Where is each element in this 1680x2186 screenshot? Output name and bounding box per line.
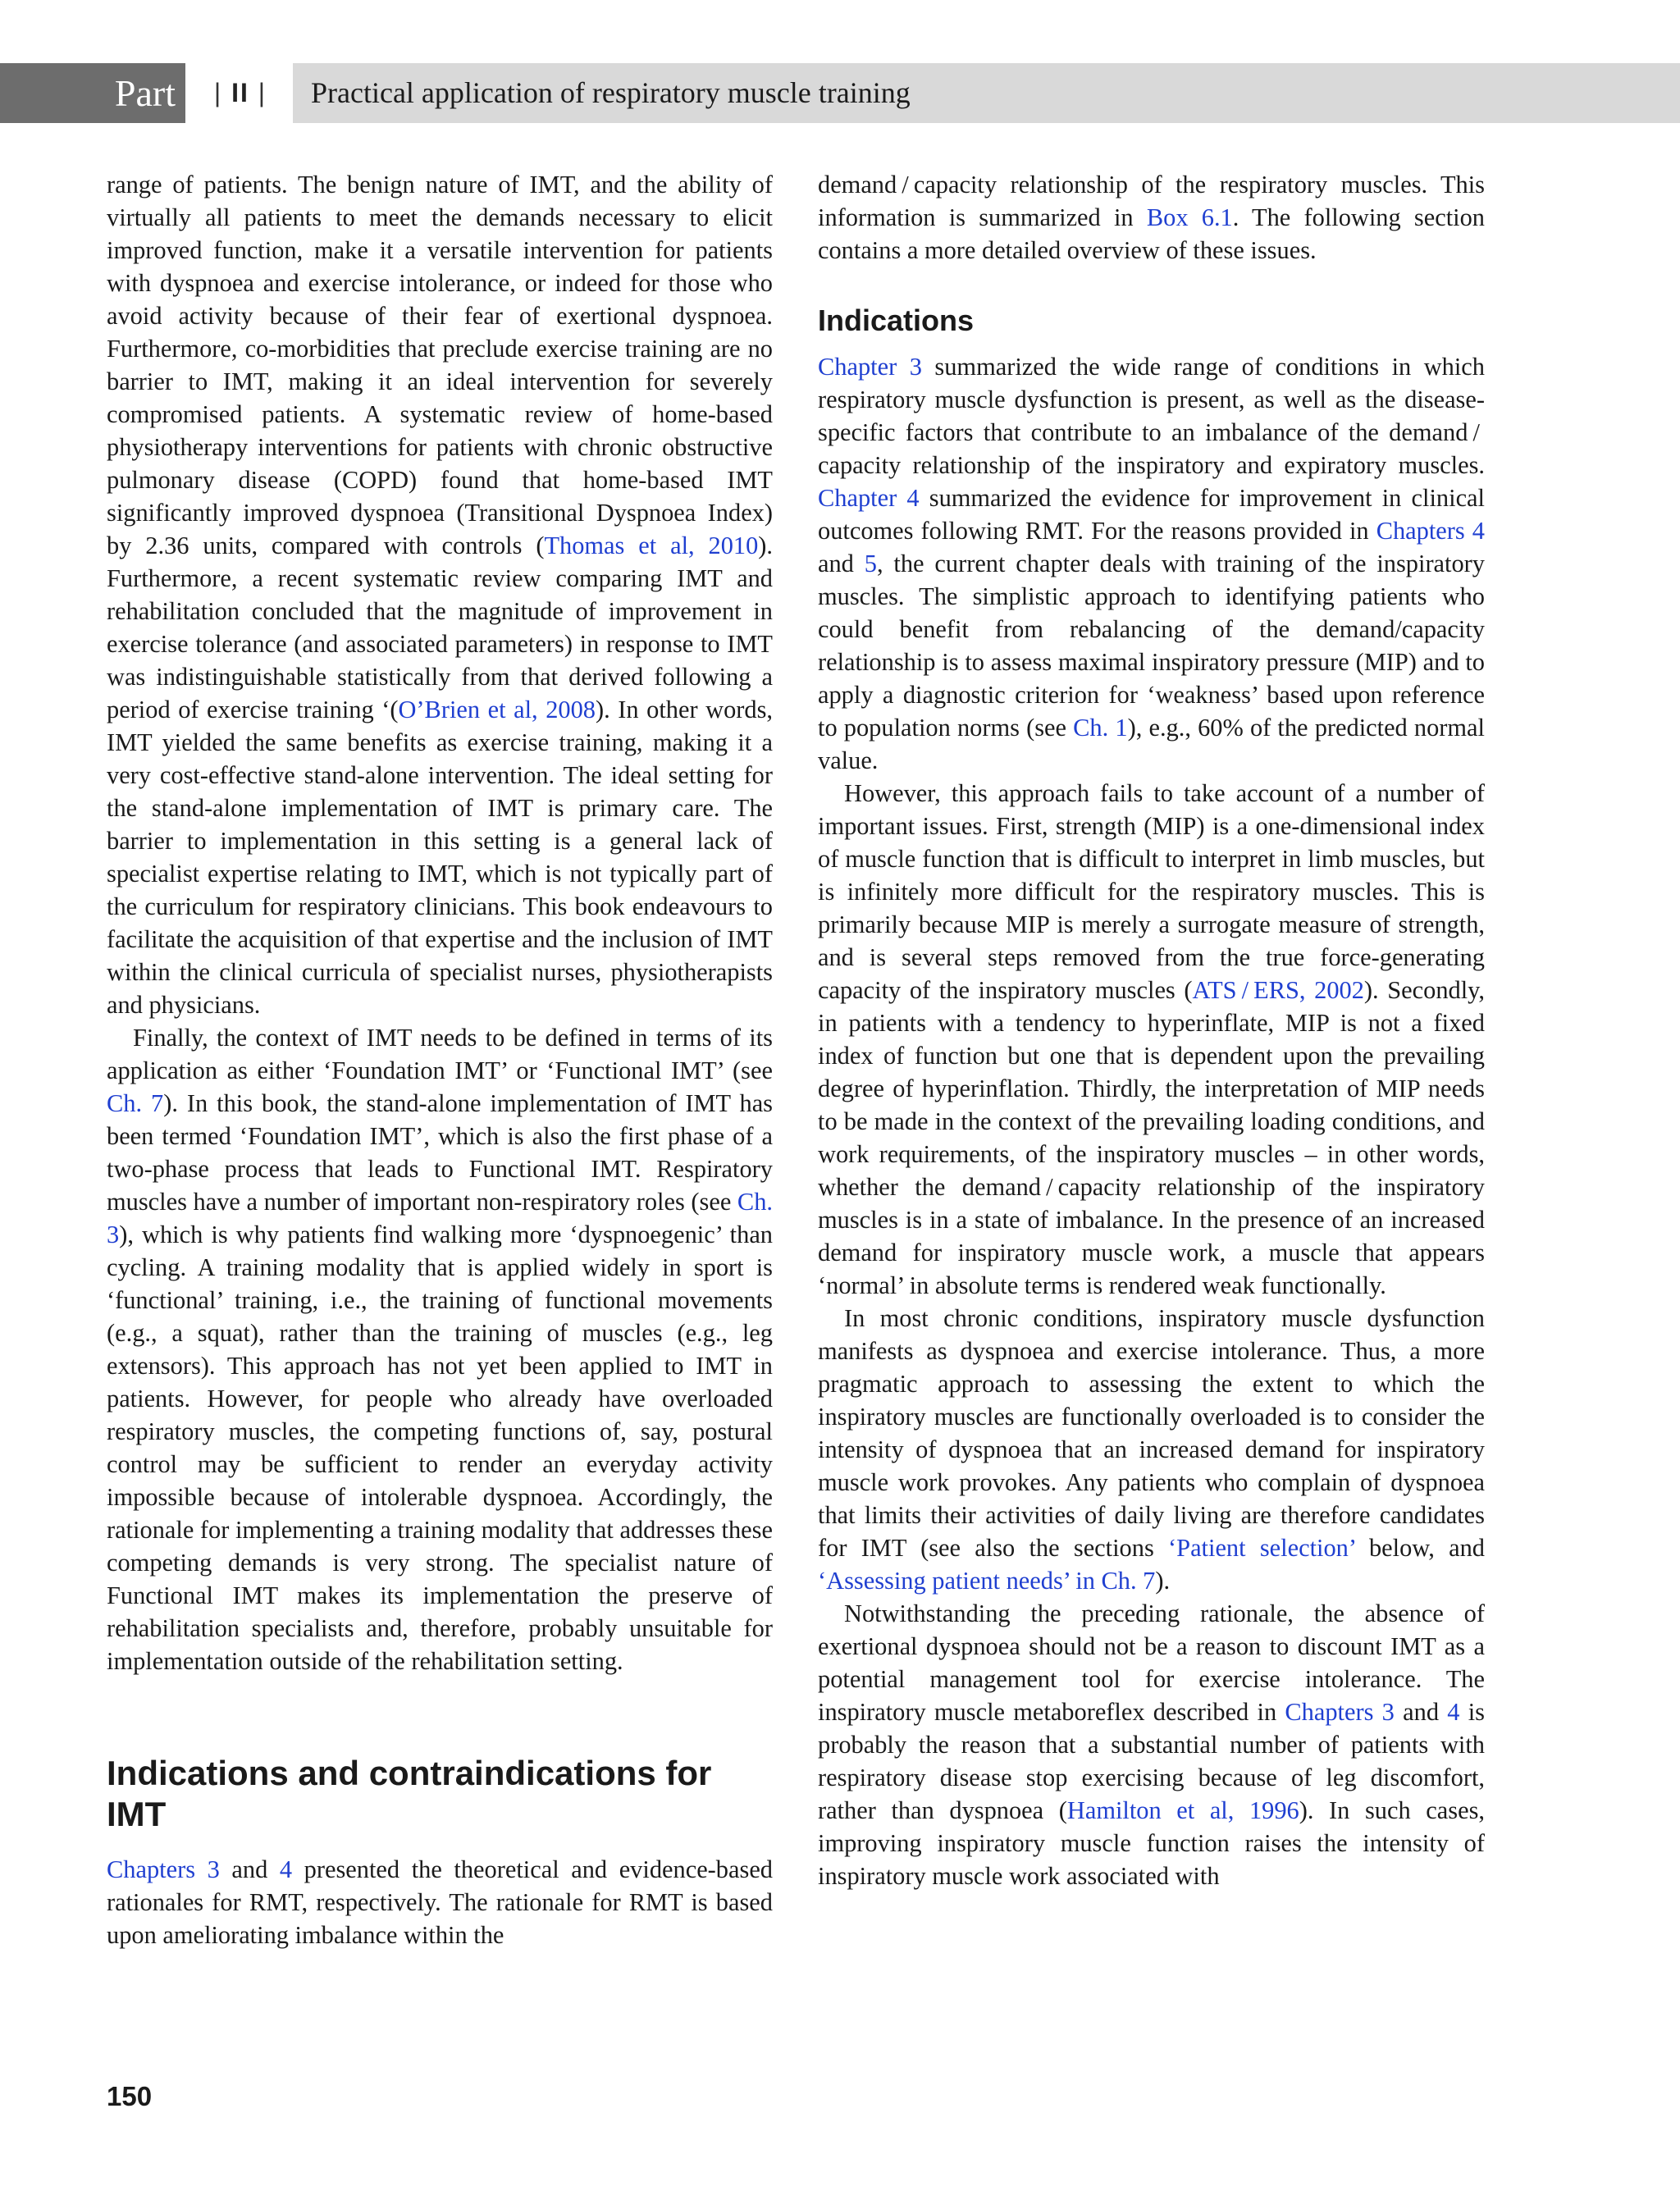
text-run: demand / capacity relationship of the respiratory muscles. This information is summarized in xyxy=(818,171,1485,231)
text-run: and xyxy=(1394,1698,1448,1726)
chapter-link[interactable]: Chapters 3 xyxy=(1285,1698,1395,1726)
paragraph xyxy=(107,1021,773,1677)
running-header xyxy=(0,63,1680,123)
text-run: ). Secondly, in patients with a tendency to hyperinflate, MIP is not a fixed index of function but one that is dependent upon the prevailing degree of hyperinflation. Thirdly, the interpretation of MIP needs to be made in the context of the prevailing loading conditions, and work requirements, of the inspiratory muscles – in other words, whether the demand / capacity relationship of the inspiratory muscles is in a state of imbalance. In the presence of an increased demand for inspiratory muscle work, a muscle that appears ‘normal’ in absolute terms is rendered weak functionally. xyxy=(818,976,1485,1299)
box-link[interactable]: Box 6.1 xyxy=(1146,203,1233,231)
citation-link[interactable]: O’Brien et al, 2008 xyxy=(398,696,596,723)
text-run: ), which is why patients find walking more ‘dyspnoegenic’ than cycling. A training modality that is applied widely in sport is ‘functional’ training, i.e., the training of functional movements (e.g., a squat), rather than the training of muscles (e.g., leg extensors). This approach has not yet been applied to IMT in patients. However, for people who already have overloaded respiratory muscles, the competing functions of, say, postural control may be sufficient to render an everyday activity impossible because of intolerable dyspnoea. Accordingly, the rationale for implementing a training modality that addresses these competing demands is very strong. The specialist nature of Functional IMT makes its implementation the preserve of rehabilitation specialists and, therefore, probably unsuitable for implementation outside of the rehabilitation setting. xyxy=(107,1221,773,1675)
chapter-link[interactable]: 5 xyxy=(864,550,877,577)
text-run: Notwithstanding the preceding rationale, the absence of exertional dyspnoea should not be a reason to discount IMT as a potential management tool for exercise intolerance. The inspiratory muscle metaboreflex described in xyxy=(818,1600,1485,1726)
left-column xyxy=(107,168,773,1951)
section-heading: Indications and contraindications for IMT xyxy=(107,1754,712,1833)
right-column xyxy=(818,168,1485,1892)
chapter-link[interactable]: Chapter 3 xyxy=(818,353,922,381)
text-run: . The following section contains a more detailed overview of these issues. xyxy=(818,203,1486,264)
section-link[interactable]: ‘Assessing patient needs’ in Ch. 7 xyxy=(818,1567,1156,1595)
part-number-text: II xyxy=(231,78,249,107)
chapter-title: Practical application of respiratory muscle training xyxy=(293,63,1680,123)
text-run: ). xyxy=(1155,1567,1171,1595)
chapter-link[interactable]: Ch. 3 xyxy=(107,1188,773,1248)
page-number: 150 xyxy=(107,2081,153,2111)
paragraph xyxy=(107,168,773,1021)
chapter-link[interactable]: 4 xyxy=(1447,1698,1460,1726)
text-run: ). Furthermore, a recent systematic review comparing IMT and rehabilitation concluded that the magnitude of improvement in exercise tolerance (and associated parameters) in response to IMT was indistinguishable statistically from that derived following a period of exercise training ‘( xyxy=(107,532,773,723)
chapter-link[interactable]: Ch. 1 xyxy=(1073,714,1128,742)
text-run: is probably the reason that a substantial number of patients with respiratory disease stop exercising because of leg discomfort, rather than dyspnoea ( xyxy=(818,1698,1486,1824)
paragraph xyxy=(818,350,1485,777)
citation-link[interactable]: Thomas et al, 2010 xyxy=(544,532,759,559)
text-run: Finally, the context of IMT needs to be defined in terms of its application as either ‘Foundation IMT’ or ‘Functional IMT’ (see xyxy=(107,1024,773,1084)
text-run: However, this approach fails to take account of a number of important issues. First, strength (MIP) is a one-dimensional index of muscle function that is difficult to interpret in limb muscles, but is infinitely more difficult for the respiratory muscles. This is primarily because MIP is merely a surrogate measure of strength, and is several steps removed from the true force-generating capacity of the inspiratory muscles ( xyxy=(818,779,1485,1004)
text-run: and xyxy=(818,550,865,577)
text-run: presented the theoretical and evidence-based rationales for RMT, respectively. The rationale for RMT is based upon ameliorating imbalance within the xyxy=(107,1855,773,1949)
text-run: , the current chapter deals with training of the inspiratory muscles. The simplistic approach to identifying patients who could benefit from rebalancing of the demand/capacity relationship is to assess maximal inspiratory pressure (MIP) and to apply a diagnostic criterion for ‘weakness’ based upon reference to population norms (see xyxy=(818,550,1486,742)
subsection-heading: Indications xyxy=(818,303,975,337)
text-run: ), e.g., 60% of the predicted normal value. xyxy=(818,714,1485,774)
paragraph xyxy=(818,1302,1485,1597)
text-run: ). In this book, the stand-alone implementation of IMT has been termed ‘Foundation IMT’, which is also the first phase of a two-phase process that leads to Functional IMT. Respiratory muscles have a number of important non-respiratory roles (see xyxy=(107,1089,774,1216)
part-number: | II | xyxy=(213,78,267,107)
paragraph xyxy=(818,168,1485,267)
chapter-link[interactable]: Ch. 7 xyxy=(107,1089,164,1117)
chapter-link[interactable]: Chapters 4 xyxy=(1376,517,1485,545)
text-run: ). In such cases, improving inspiratory muscle function raises the intensity of inspiratory muscle work associated with xyxy=(818,1796,1485,1890)
text-run: below, and xyxy=(1354,1534,1485,1562)
paragraph xyxy=(107,1853,773,1951)
text-run: summarized the evidence for improvement in clinical outcomes following RMT. For the reasons provided in xyxy=(818,484,1485,545)
text-run: ). In other words, IMT yielded the same benefits as exercise training, making it a very cost-effective stand-alone intervention. The ideal setting for the stand-alone implementation of IMT is primary care. The barrier to implementation in this setting is a general lack of specialist expertise relating to IMT, which is not typically part of the curriculum for respiratory clinicians. This book endeavours to facilitate the acquisition of that expertise and the inclusion of IMT within the clinical curricula of specialist nurses, physiotherapists and physicians. xyxy=(107,696,774,1019)
chapter-link[interactable]: Chapter 4 xyxy=(818,484,920,512)
text-run: range of patients. The benign nature of IMT, and the ability of virtually all patients to meet the demands necessary to elicit improved function, make it a versatile intervention for patients with dyspnoea and exercise intolerance, or indeed for those who avoid activity because of their fear of exertional dyspnoea. Furthermore, co-morbidities that preclude exercise training are no barrier to IMT, making it an ideal intervention for severely compromised patients. A systematic review of home-based physiotherapy interventions for patients with chronic obstructive pulmonary disease (COPD) found that home-based IMT significantly improved dyspnoea (Transitional Dyspnoea Index) by 2.36 units, compared with controls ( xyxy=(107,171,773,559)
chapter-link[interactable]: 4 xyxy=(279,1855,293,1883)
text-run: In most chronic conditions, inspiratory muscle dysfunction manifests as dyspnoea and exercise intolerance. Thus, a more pragmatic approach to assessing the extent to which the inspiratory muscles are functionally overloaded is to consider the intensity of dyspnoea that an increased demand for inspiratory muscle work provokes. Any patients who complain of dyspnoea that limits their activities of daily living are therefore candidates for IMT (see also the sections xyxy=(818,1304,1485,1562)
text-run: and xyxy=(219,1855,280,1883)
text-run: summarized the wide range of conditions in which respiratory muscle dysfunction is present, as well as the disease-specific factors that contribute to an imbalance of the demand / capacity relationship of the inspiratory and expiratory muscles. xyxy=(818,353,1485,479)
paragraph xyxy=(818,777,1485,1302)
section-link[interactable]: ‘Patient selection’ xyxy=(1168,1534,1355,1562)
chapter-link[interactable]: Chapters 3 xyxy=(107,1855,220,1883)
citation-link[interactable]: Hamilton et al, 1996 xyxy=(1066,1796,1299,1824)
paragraph xyxy=(818,1597,1485,1892)
citation-link[interactable]: ATS / ERS, 2002 xyxy=(1192,976,1364,1004)
part-label: Part xyxy=(0,63,185,123)
